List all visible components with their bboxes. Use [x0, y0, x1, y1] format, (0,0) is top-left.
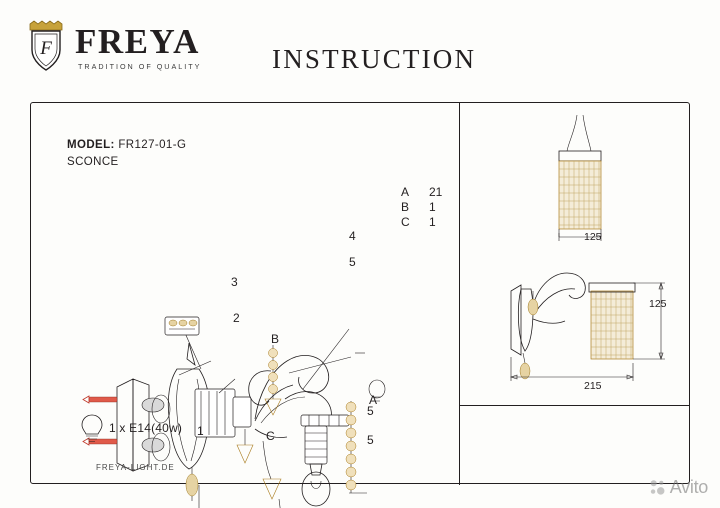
dimension-height: 125 [649, 298, 667, 310]
dimension-drawings [463, 109, 689, 401]
model-value: FR127-01-G [118, 139, 187, 151]
part-key: A [401, 185, 410, 199]
bulb-assembly [302, 426, 330, 506]
brand-name: FREYA [75, 22, 200, 61]
vertical-divider [459, 103, 460, 485]
footer-site: FREYA-LIGHT.DE [96, 463, 175, 472]
detail-icon-wall-anchor [165, 317, 199, 335]
bulb-icon [79, 413, 105, 443]
callout-5-top: 5 [349, 255, 356, 269]
callout-3: 3 [231, 275, 238, 289]
content-frame [30, 102, 690, 484]
sconce-body [168, 369, 251, 501]
model-line [67, 139, 186, 151]
avito-icon [649, 479, 666, 496]
lamp-spec: 1 x E14(40w) [109, 421, 183, 435]
scroll-arm [249, 355, 349, 437]
callout-B: B [271, 332, 280, 346]
model-label: MODEL: [67, 139, 115, 151]
front-elevation [559, 115, 601, 241]
brand-logo [26, 20, 201, 74]
callout-1: 1 [197, 424, 204, 438]
horizontal-divider [459, 405, 690, 406]
watermark-text: Avito [669, 477, 708, 497]
part-qty: 1 [429, 200, 436, 214]
brand-tagline: TRADITION OF QUALITY [78, 62, 202, 71]
part-key: B [401, 200, 410, 214]
dimension-bottom-width: 215 [584, 380, 602, 392]
callout-C: C [266, 429, 275, 443]
watermark [649, 477, 708, 498]
shield-crest-icon [26, 20, 66, 74]
part-key: C [401, 215, 410, 229]
page-header [0, 0, 720, 100]
callout-4: 4 [349, 229, 356, 243]
svg-text:F: F [40, 38, 52, 59]
part-qty: 21 [429, 185, 443, 199]
part-qty: 1 [429, 215, 436, 229]
product-type: SCONCE [67, 156, 119, 168]
callout-A: A [369, 393, 378, 407]
side-elevation [511, 273, 665, 381]
callout-5-right: 5 [367, 404, 374, 418]
callout-2: 2 [233, 311, 240, 325]
callout-5-bottom: 5 [367, 433, 374, 447]
dimension-top-width: 125 [584, 231, 602, 243]
page-title: INSTRUCTION [272, 44, 477, 74]
